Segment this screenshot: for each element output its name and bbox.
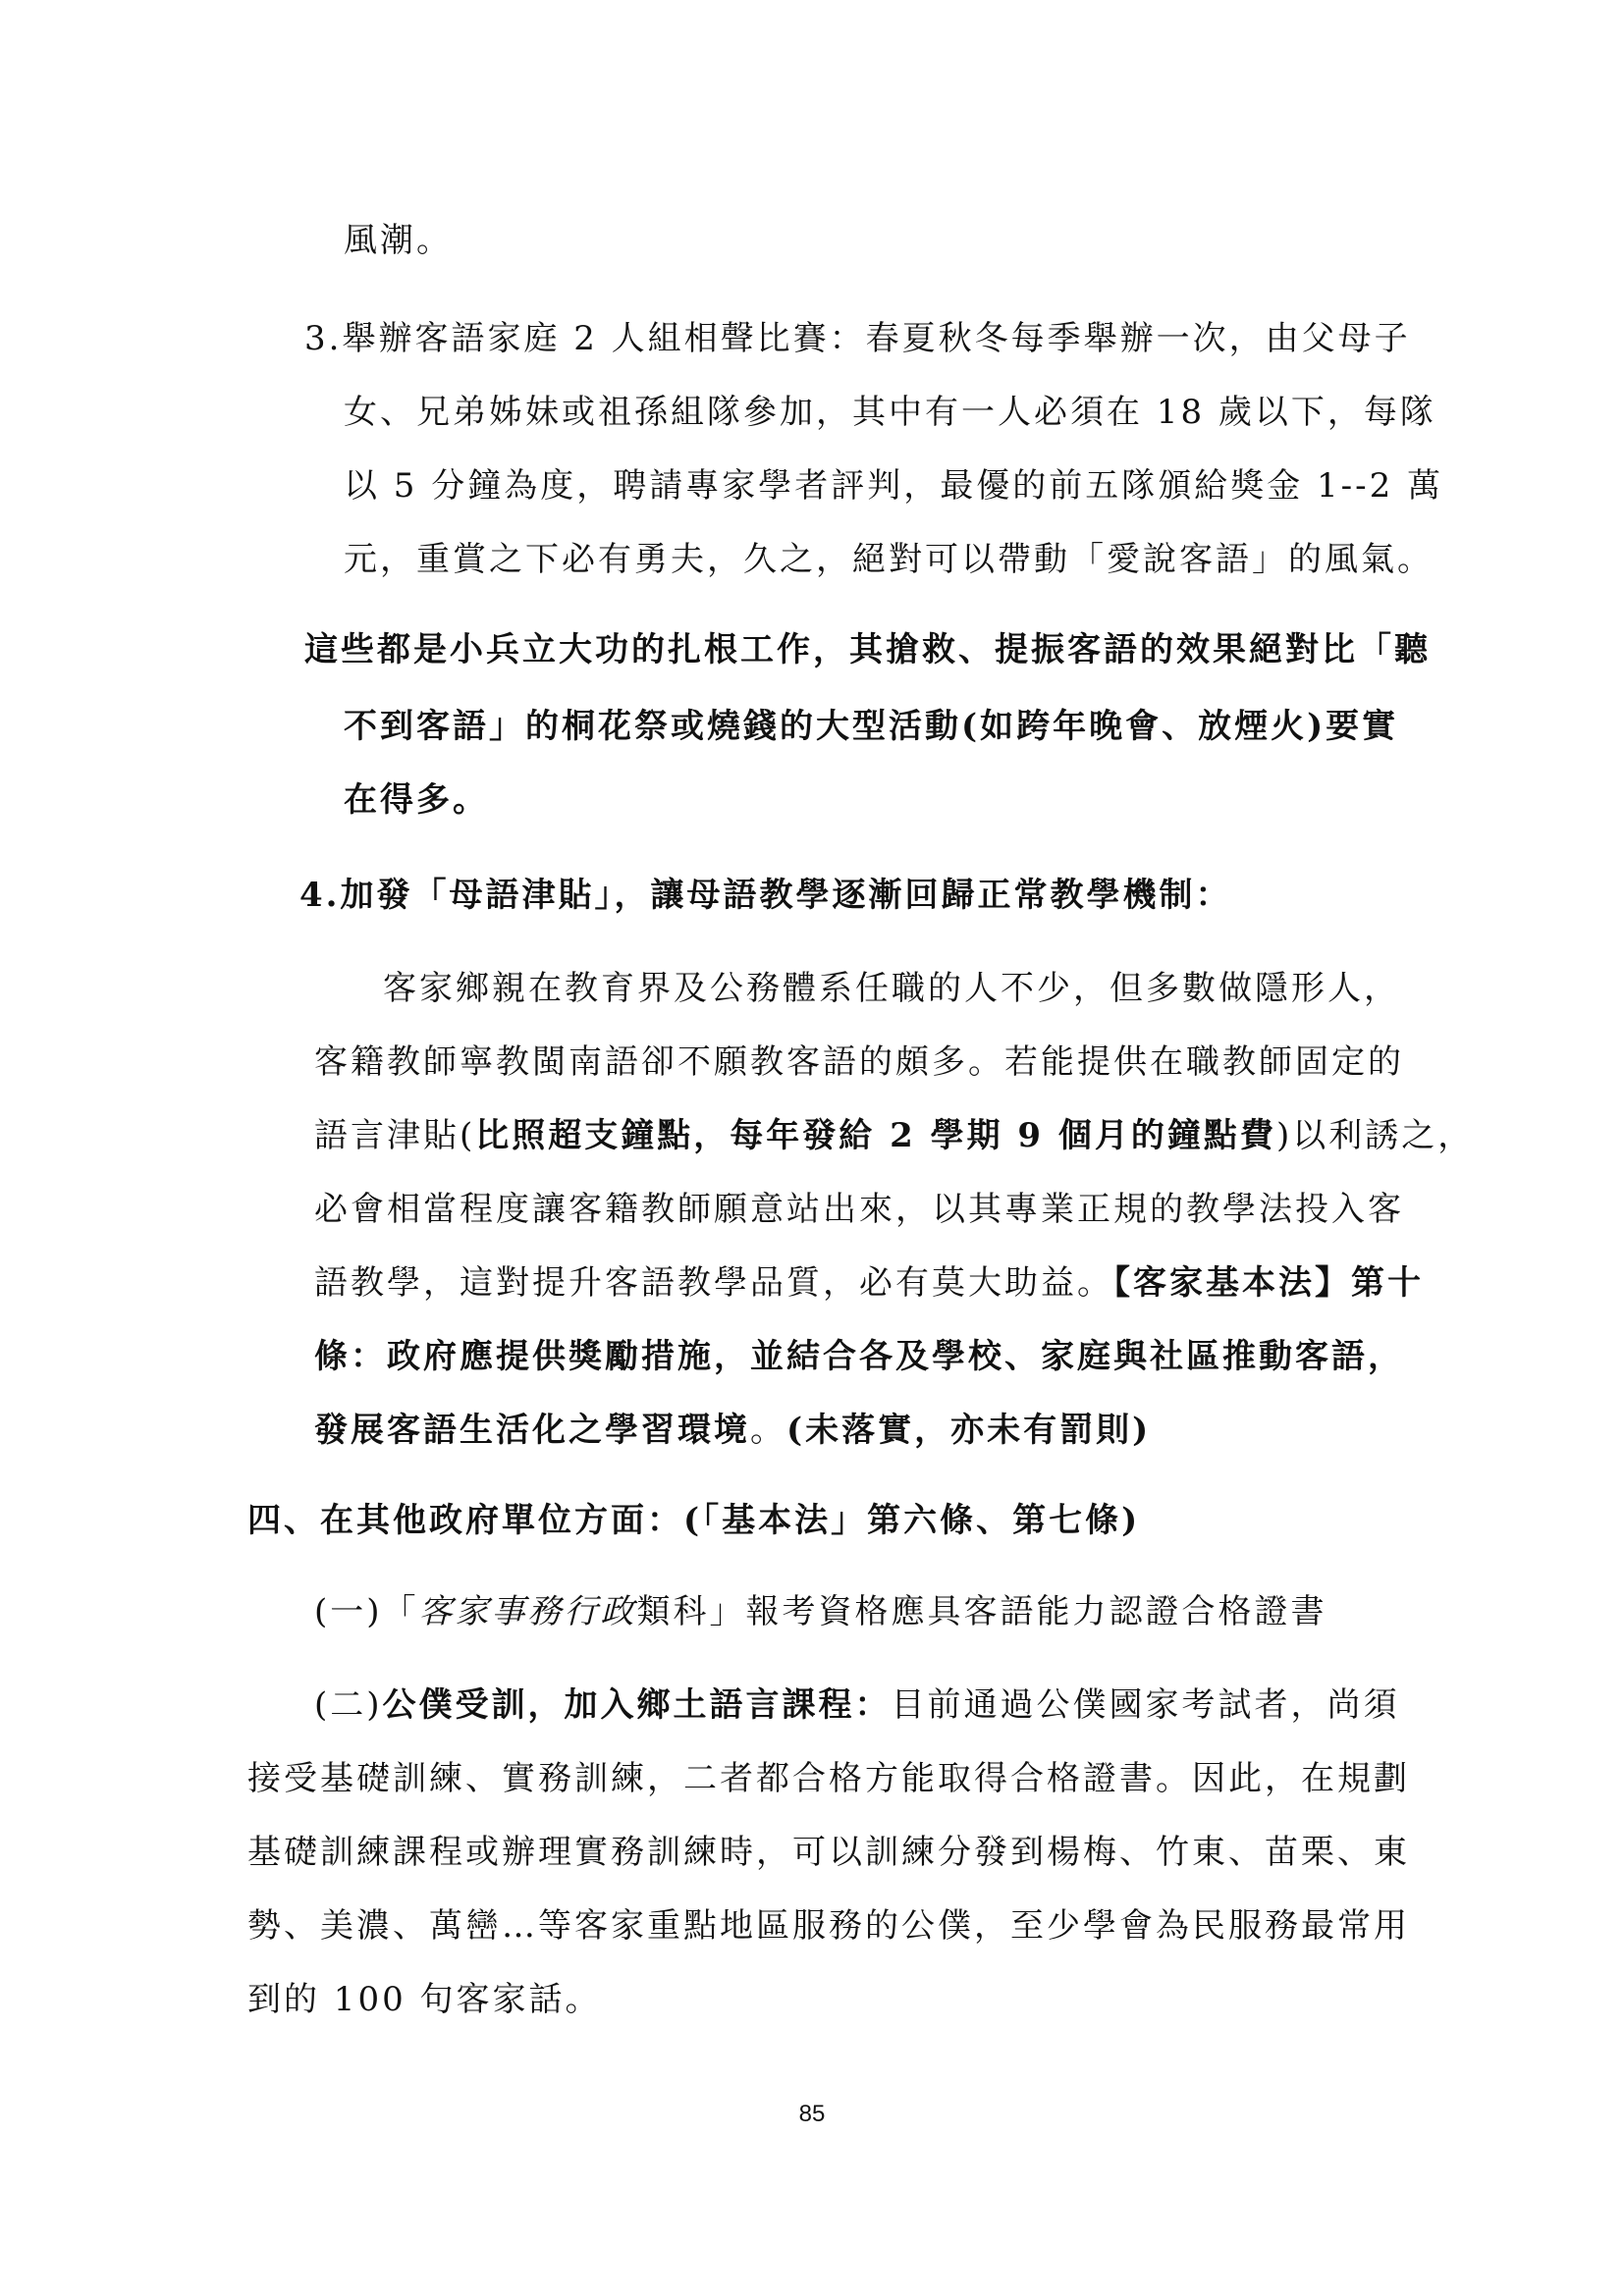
item4-paragraph-line-6: 條：政府應提供獎勵措施，並結合各及學校、家庭與社區推動客語， [314,1337,1404,1376]
sub2-bold: 公僕受訓，加入鄉土語言課程： [382,1685,892,1725]
item4-paragraph-line-1: 客家鄉親在教育界及公務體系任職的人不少，但多數做隱形人， [383,969,1400,1008]
section4-sub1 [314,1590,1327,1633]
item4-paragraph-line-7 [314,1409,1151,1452]
item4-p3-end: )以利誘之， [1275,1116,1475,1155]
item4-paragraph-line-2: 客籍教師寧教閩南語卻不願教客語的頗多。若能提供在職教師固定的 [314,1042,1404,1082]
item4-paragraph-line-5 [314,1261,1424,1305]
item3-line-2: 女、兄弟姊妹或祖孫組隊參加，其中有一人必須在 18 歲以下，每隊 [344,393,1436,432]
item3-continuation: 風潮。 [344,221,453,260]
item4-heading: 4.加發「母語津貼」，讓母語教學逐漸回歸正常教學機制： [299,876,1232,915]
summary-line-3: 在得多。 [344,780,489,820]
summary-line-2: 不到客語」的桐花祭或燒錢的大型活動(如跨年晚會、放煙火)要實 [344,707,1399,746]
item4-p7-period: 。 [750,1411,786,1450]
section4-sub2-line-3: 基礎訓練課程或辦理實務訓練時，可以訓練分發到楊梅、竹東、苗栗、東 [247,1833,1410,1872]
item4-p3-start: 語言津貼( [314,1116,476,1155]
item4-p7-note: (未落實，亦未有罰則) [786,1411,1152,1450]
section4-sub2-line-5: 到的 100 句客家話。 [247,1980,602,2019]
item3-line-4: 元，重賞之下必有勇夫，久之，絕對可以帶動「愛說客語」的風氣。 [344,540,1434,579]
sub1-rest: 類科」報考資格應具客語能力認證合格證書 [636,1592,1327,1631]
item4-p3-bold: 比照超支鐘點，每年發給 2 學期 9 個月的鐘點費 [475,1116,1276,1155]
page-number: 85 [798,2101,826,2127]
item3-line-1: 3.舉辦客語家庭 2 人組相聲比賽：春夏秋冬每季舉辦一次，由父母子 [304,319,1411,358]
item3-line-3: 以 5 分鐘為度，聘請專家學者評判，最優的前五隊頒給獎金 1--2 萬 [344,466,1444,506]
item4-p5-start: 語教學，這對提升客語教學品質，必有莫大助益。 [314,1263,1113,1303]
section4-sub2-line-2: 接受基礎訓練、實務訓練，二者都合格方能取得合格證書。因此，在規劃 [247,1759,1410,1798]
item4-paragraph-line-3 [314,1114,1474,1157]
summary-line-1: 這些都是小兵立大功的扎根工作，其搶救、提振客語的效果絕對比「聽 [304,630,1431,669]
item4-p7-bold: 發展客語生活化之學習環境 [314,1411,750,1450]
sub1-prefix: (一)「 [314,1592,419,1631]
sub1-italic: 客家事務行政 [418,1592,637,1631]
section4-heading: 四、在其他政府單位方面：(「基本法」第六條、第七條) [247,1501,1141,1540]
sub2-prefix: (二) [314,1685,383,1725]
item4-paragraph-line-4: 必會相當程度讓客籍教師願意站出來，以其專業正規的教學法投入客 [314,1190,1404,1229]
sub2-rest: 目前通過公僕國家考試者，尚須 [891,1685,1400,1725]
section4-sub2-line-1 [314,1683,1400,1727]
section4-sub2-line-4: 勢、美濃、萬巒…等客家重點地區服務的公僕，至少學會為民服務最常用 [247,1906,1410,1946]
item4-p5-bold: 【客家基本法】第十 [1113,1263,1424,1303]
